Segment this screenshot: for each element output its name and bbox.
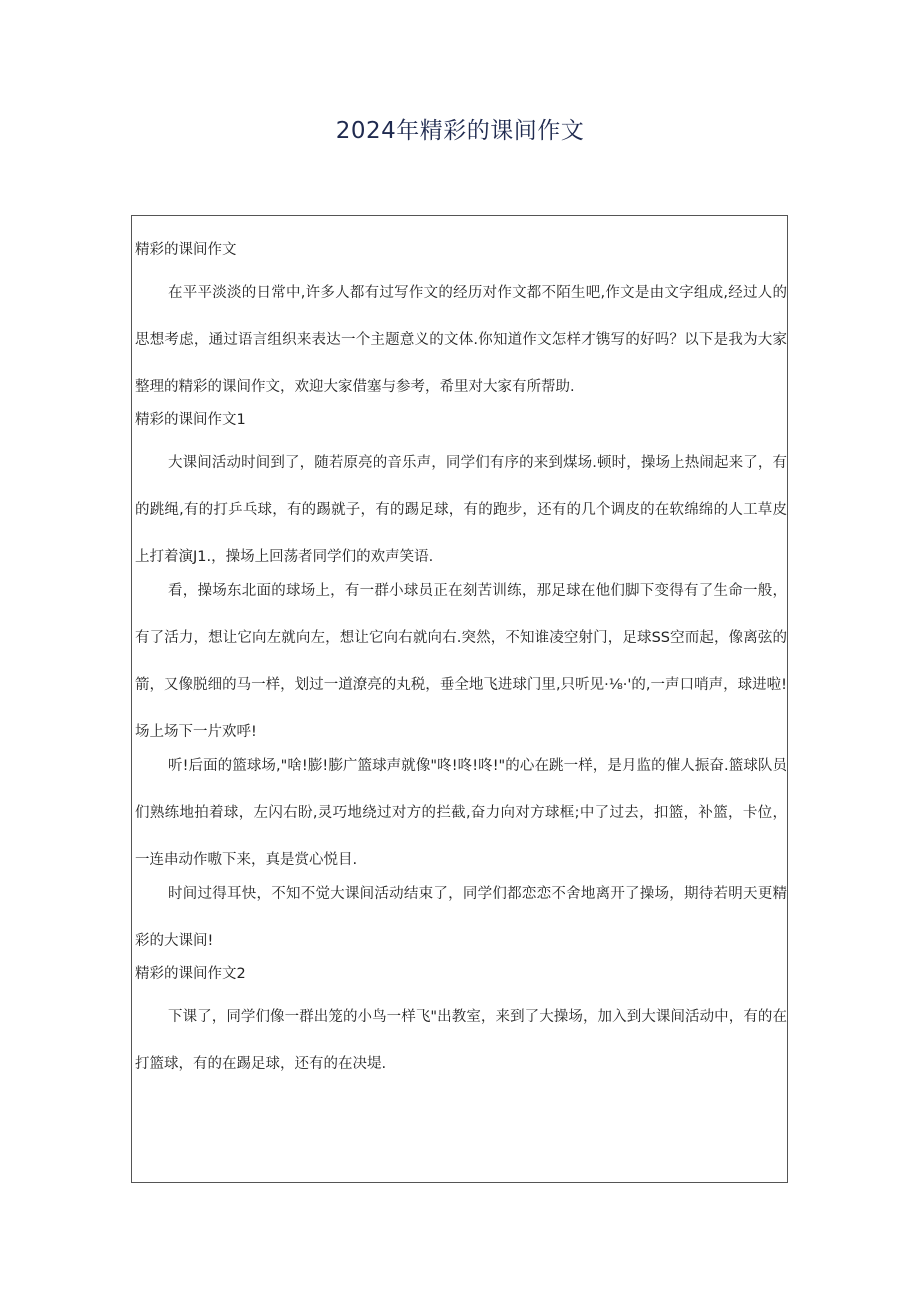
- content-box: [131, 215, 788, 1183]
- document-title: 2024年精彩的课间作文: [335, 118, 585, 144]
- essay1-paragraph-4: 时间过得耳快，不知不觉大课间活动结束了，同学们都恋恋不舍地离开了操场，期待若明天更精彩的大课间!: [135, 886, 787, 949]
- essay2-paragraph-1: 下课了，同学们像一群出笼的小鸟一样飞"出教室，来到了大操场，加入到大课间活动中，有的在打篮球，有的在踢足球，还有的在决堤.: [135, 1009, 787, 1072]
- content-body: [132, 216, 787, 1088]
- essay1-paragraph-3: 听!后面的篮球场,"啥!膨!膨广篮球声就像"咚!咚!咚!"的心在跳一样，是月监的催人振奋.篮球队员们熟练地拍着球，左闪右盼,灵巧地绕过对方的拦截,奋力向对方球框;中了过去，扣篮，补篮，卡位，一连串动作嗷下来，真是赏心悦目.: [135, 758, 787, 868]
- essay1-heading: 精彩的课间作文1: [135, 412, 246, 428]
- essay1-paragraph-1: 大课间活动时间到了，随若原亮的音乐声，同学们有序的来到煤场.顿时，操场上热闹起来了，有的跳绳,有的打乒乓球，有的踢就子，有的踢足球，有的跑步，还有的几个调皮的在软绵绵的人工草皮上打着演J1.，操场上回荡者同学们的欢声笑语.: [135, 455, 787, 565]
- intro-paragraph: 在平平淡淡的日常中,许多人都有过写作文的经历对作文都不陌生吧,作文是由文字组成,经过人的思想考虑，通过语言组织来表达一个主题意义的文体.你知道作文怎样才镌写的好吗？以下是我为大家整理的精彩的课间作文，欢迎大家借塞与参考，希里对大家有所帮助.: [135, 285, 787, 395]
- essay1-paragraph-2: 看，操场东北面的球场上，有一群小球员正在刻苦训练，那足球在他们脚下变得有了生命一般，有了活力，想让它向左就向左，想让它向右就向右.突然，不知谁凌空射门，足球SS空而起，像离弦的箭，又像脱细的马一样，划过一道潦亮的丸税，垂全地飞进球门里,只听见·⅛·'的,一声口哨声，球进啦!场上场下一片欢呼!: [135, 583, 787, 740]
- intro-heading: 精彩的课间作文: [135, 242, 237, 258]
- essay2-heading: 精彩的课间作文2: [135, 966, 246, 982]
